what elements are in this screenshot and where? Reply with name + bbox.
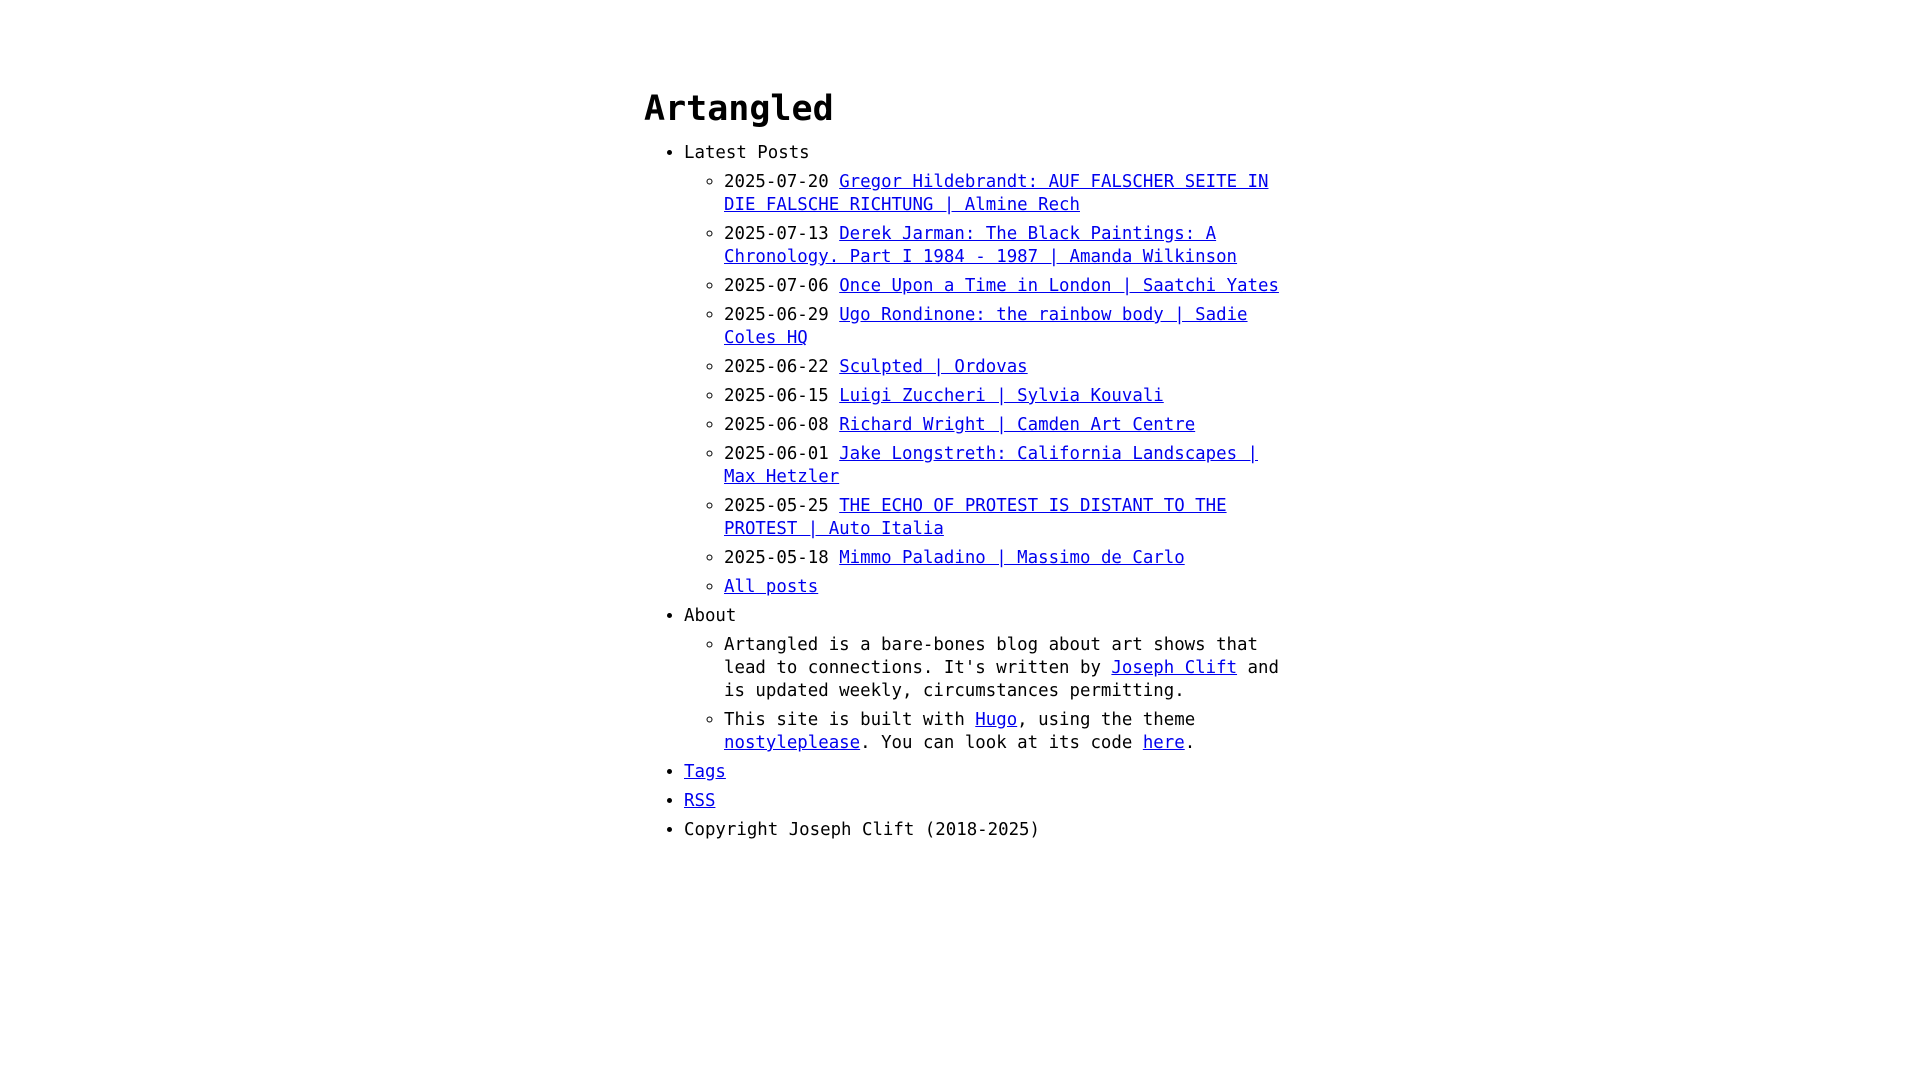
- post-item: [724, 414, 1290, 437]
- about-heading: About: [684, 606, 737, 626]
- post-link[interactable]: Luigi Zuccheri | Sylvia Kouvali: [839, 386, 1164, 406]
- about-text: , using the theme: [1017, 710, 1196, 730]
- code-link[interactable]: here: [1142, 733, 1185, 753]
- post-item: [724, 385, 1290, 408]
- copyright-text: Copyright Joseph Clift (2018-2025): [684, 820, 1040, 840]
- post-item: [724, 443, 1290, 489]
- post-date: 2025-06-08: [724, 415, 829, 435]
- about-text: and is updated weekly, circumstances permitting.: [724, 658, 1279, 701]
- about-description: [724, 634, 1290, 703]
- post-item: [724, 495, 1290, 541]
- tags-item: [684, 761, 1290, 784]
- rss-link[interactable]: RSS: [684, 791, 716, 811]
- post-link[interactable]: Mimmo Paladino | Massimo de Carlo: [839, 548, 1185, 568]
- about-text: . You can look at its code: [860, 733, 1143, 753]
- post-date: 2025-07-20: [724, 172, 829, 192]
- post-link[interactable]: Jake Longstreth: California Landscapes | Max Hetzler: [724, 444, 1258, 487]
- about-text: This site is built with: [724, 710, 976, 730]
- about-section: [684, 605, 1290, 755]
- post-date: 2025-07-06: [724, 276, 829, 296]
- rss-item: [684, 790, 1290, 813]
- post-link[interactable]: Derek Jarman: The Black Paintings: A Chronology. Part I 1984 - 1987 | Amanda Wilkinson: [724, 224, 1238, 267]
- post-item: [724, 171, 1290, 217]
- copyright-item: [684, 819, 1290, 842]
- tags-link[interactable]: Tags: [684, 762, 726, 782]
- post-link[interactable]: Ugo Rondinone: the rainbow body | Sadie Coles HQ: [724, 305, 1248, 348]
- post-date: 2025-06-15: [724, 386, 829, 406]
- post-date: 2025-07-13: [724, 224, 829, 244]
- latest-posts-section: [684, 142, 1290, 599]
- all-posts-item: [724, 576, 1290, 599]
- post-list: [684, 171, 1290, 599]
- main-list: [644, 142, 1290, 842]
- post-item: [724, 547, 1290, 570]
- post-link[interactable]: Gregor Hildebrandt: AUF FALSCHER SEITE IN DIE FALSCHE RICHTUNG | Almine Rech: [724, 172, 1269, 215]
- about-text: .: [1184, 733, 1196, 753]
- post-date: 2025-06-29: [724, 305, 829, 325]
- post-date: 2025-05-25: [724, 496, 829, 516]
- latest-posts-heading: Latest Posts: [684, 143, 810, 163]
- post-date: 2025-06-22: [724, 357, 829, 377]
- post-link[interactable]: Once Upon a Time in London | Saatchi Yates: [839, 276, 1279, 296]
- post-link[interactable]: Richard Wright | Camden Art Centre: [839, 415, 1196, 435]
- post-item: [724, 275, 1290, 298]
- post-date: 2025-05-18: [724, 548, 829, 568]
- post-link[interactable]: Sculpted | Ordovas: [839, 357, 1028, 377]
- author-link[interactable]: Joseph Clift: [1111, 658, 1238, 678]
- about-list: [684, 634, 1290, 755]
- post-link[interactable]: THE ECHO OF PROTEST IS DISTANT TO THE PROTEST | Auto Italia: [724, 496, 1227, 539]
- hugo-link[interactable]: Hugo: [975, 710, 1018, 730]
- page: [644, 0, 1290, 848]
- site-title: Artangled: [644, 89, 834, 129]
- about-built-with: [724, 709, 1290, 755]
- post-item: [724, 356, 1290, 379]
- all-posts-link[interactable]: All posts: [724, 577, 819, 597]
- post-item: [724, 223, 1290, 269]
- post-date: 2025-06-01: [724, 444, 829, 464]
- theme-link[interactable]: nostyleplease: [724, 733, 861, 753]
- about-text: Artangled is a bare-bones blog about art shows that lead to connections. It's written by: [724, 635, 1258, 678]
- post-item: [724, 304, 1290, 350]
